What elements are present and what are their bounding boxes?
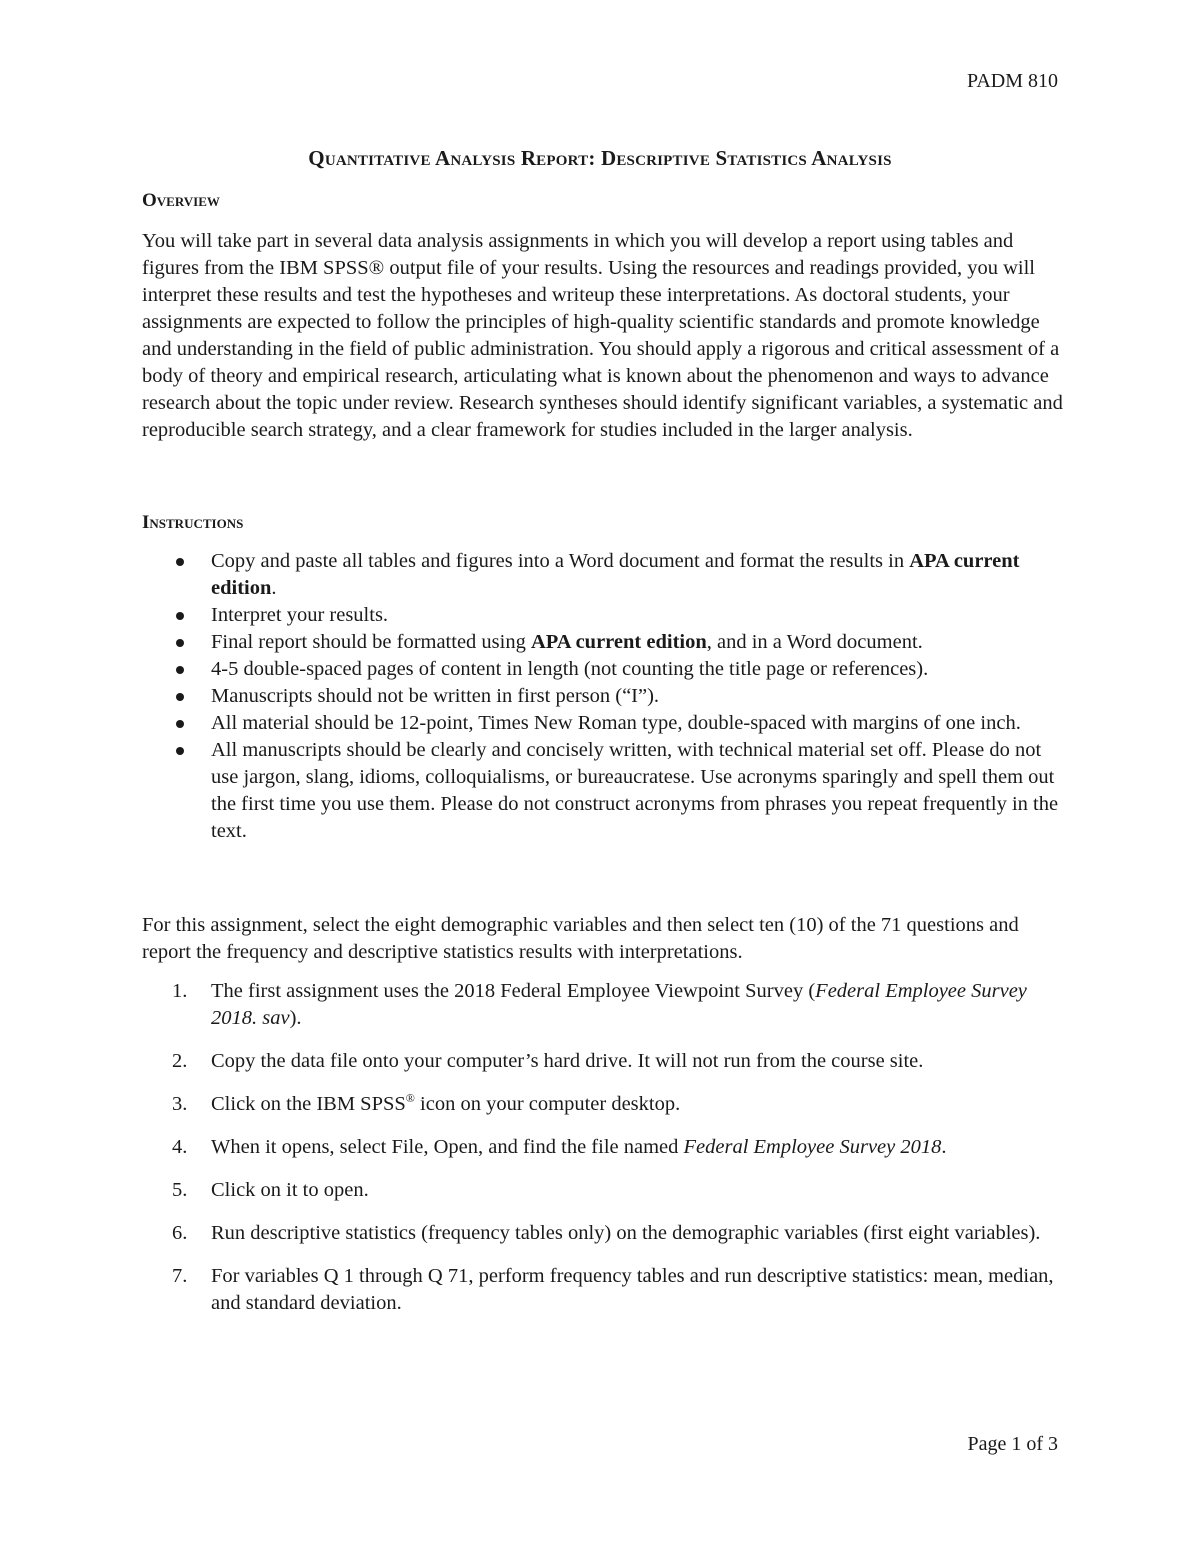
instruction-item: Interpret your results.	[142, 602, 1062, 629]
instructions-list	[142, 548, 1062, 845]
step-item: 5. Click on it to open.	[142, 1177, 1062, 1204]
step-number: 1.	[172, 980, 188, 1002]
bullet-icon	[176, 747, 184, 755]
bullet-icon	[176, 639, 184, 647]
step-item: 6. Run descriptive statistics (frequency tables only) on the demographic variables (first eight variables).	[142, 1220, 1062, 1247]
step-item: 4. When it opens, select File, Open, and find the file named Federal Employee Survey 2018.	[142, 1134, 1062, 1161]
step-number: 3.	[172, 1093, 188, 1115]
bullet-icon	[176, 666, 184, 674]
instruction-item: All manuscripts should be clearly and concisely written, with technical material set off. Please do not use jargon, slang, idioms, colloquialisms, or bureaucratese. Use acronyms sparingly and spell them out the first time you use them. Please do not construct acronyms from phrases you repeat frequently in the text.	[142, 737, 1062, 845]
step-item: 3. Click on the IBM SPSS® icon on your computer desktop.	[142, 1091, 1062, 1118]
step-number: 7.	[172, 1265, 188, 1287]
page-number-footer: Page 1 of 3	[967, 1433, 1058, 1455]
registered-mark: ®	[405, 1091, 415, 1106]
step-number: 6.	[172, 1222, 188, 1244]
assignment-intro: For this assignment, select the eight demographic variables and then select ten (10) of the 71 questions and report the frequency and descriptive statistics results with interpretations.	[142, 914, 1019, 963]
steps-list	[142, 978, 1062, 1333]
instruction-item: Final report should be formatted using APA current edition, and in a Word document.	[142, 629, 1062, 656]
instructions-heading: Instructions	[142, 512, 244, 533]
step-number: 5.	[172, 1179, 188, 1201]
overview-heading: Overview	[142, 190, 220, 211]
bullet-icon	[176, 558, 184, 566]
overview-paragraph: You will take part in several data analysis assignments in which you will develop a report using tables and figures from the IBM SPSS® output file of your results. Using the resources and readings provided, you will interpret these results and test the hypotheses and writeup these interpretations. As doctoral students, your assignments are expected to follow the principles of high-quality scientific standards and promote knowledge and understanding in the field of public administration. You should apply a rigorous and critical assessment of a body of theory and empirical research, articulating what is known about the phenomenon and ways to advance research about the topic under review. Research syntheses should identify significant variables, a systematic and reproducible search strategy, and a clear framework for studies included in the larger analysis.	[142, 230, 1063, 441]
bullet-icon	[176, 612, 184, 620]
step-item: 7. For variables Q 1 through Q 71, perform frequency tables and run descriptive statistics: mean, median, and standard deviation.	[172, 1265, 1054, 1314]
bullet-icon	[176, 693, 184, 701]
instruction-item: Copy and paste all tables and figures into a Word document and format the results in APA current edition.	[142, 548, 1062, 602]
course-code-header: PADM 810	[967, 70, 1058, 92]
bullet-icon	[176, 720, 184, 728]
step-item: 2. Copy the data file onto your computer’s hard drive. It will not run from the course site.	[142, 1048, 1062, 1075]
document-title: Quantitative Analysis Report: Descriptive Statistics Analysis	[308, 146, 892, 170]
step-number: 2.	[172, 1050, 188, 1072]
step-number: 4.	[172, 1136, 188, 1158]
instruction-item: All material should be 12-point, Times New Roman type, double-spaced with margins of one inch.	[142, 710, 1062, 737]
instruction-item: Manuscripts should not be written in first person (“I”).	[142, 683, 1062, 710]
instruction-item: 4-5 double-spaced pages of content in length (not counting the title page or references).	[142, 656, 1062, 683]
step-item: 1. The first assignment uses the 2018 Federal Employee Viewpoint Survey (Federal Employee Survey 2018. sav).	[172, 980, 1027, 1029]
